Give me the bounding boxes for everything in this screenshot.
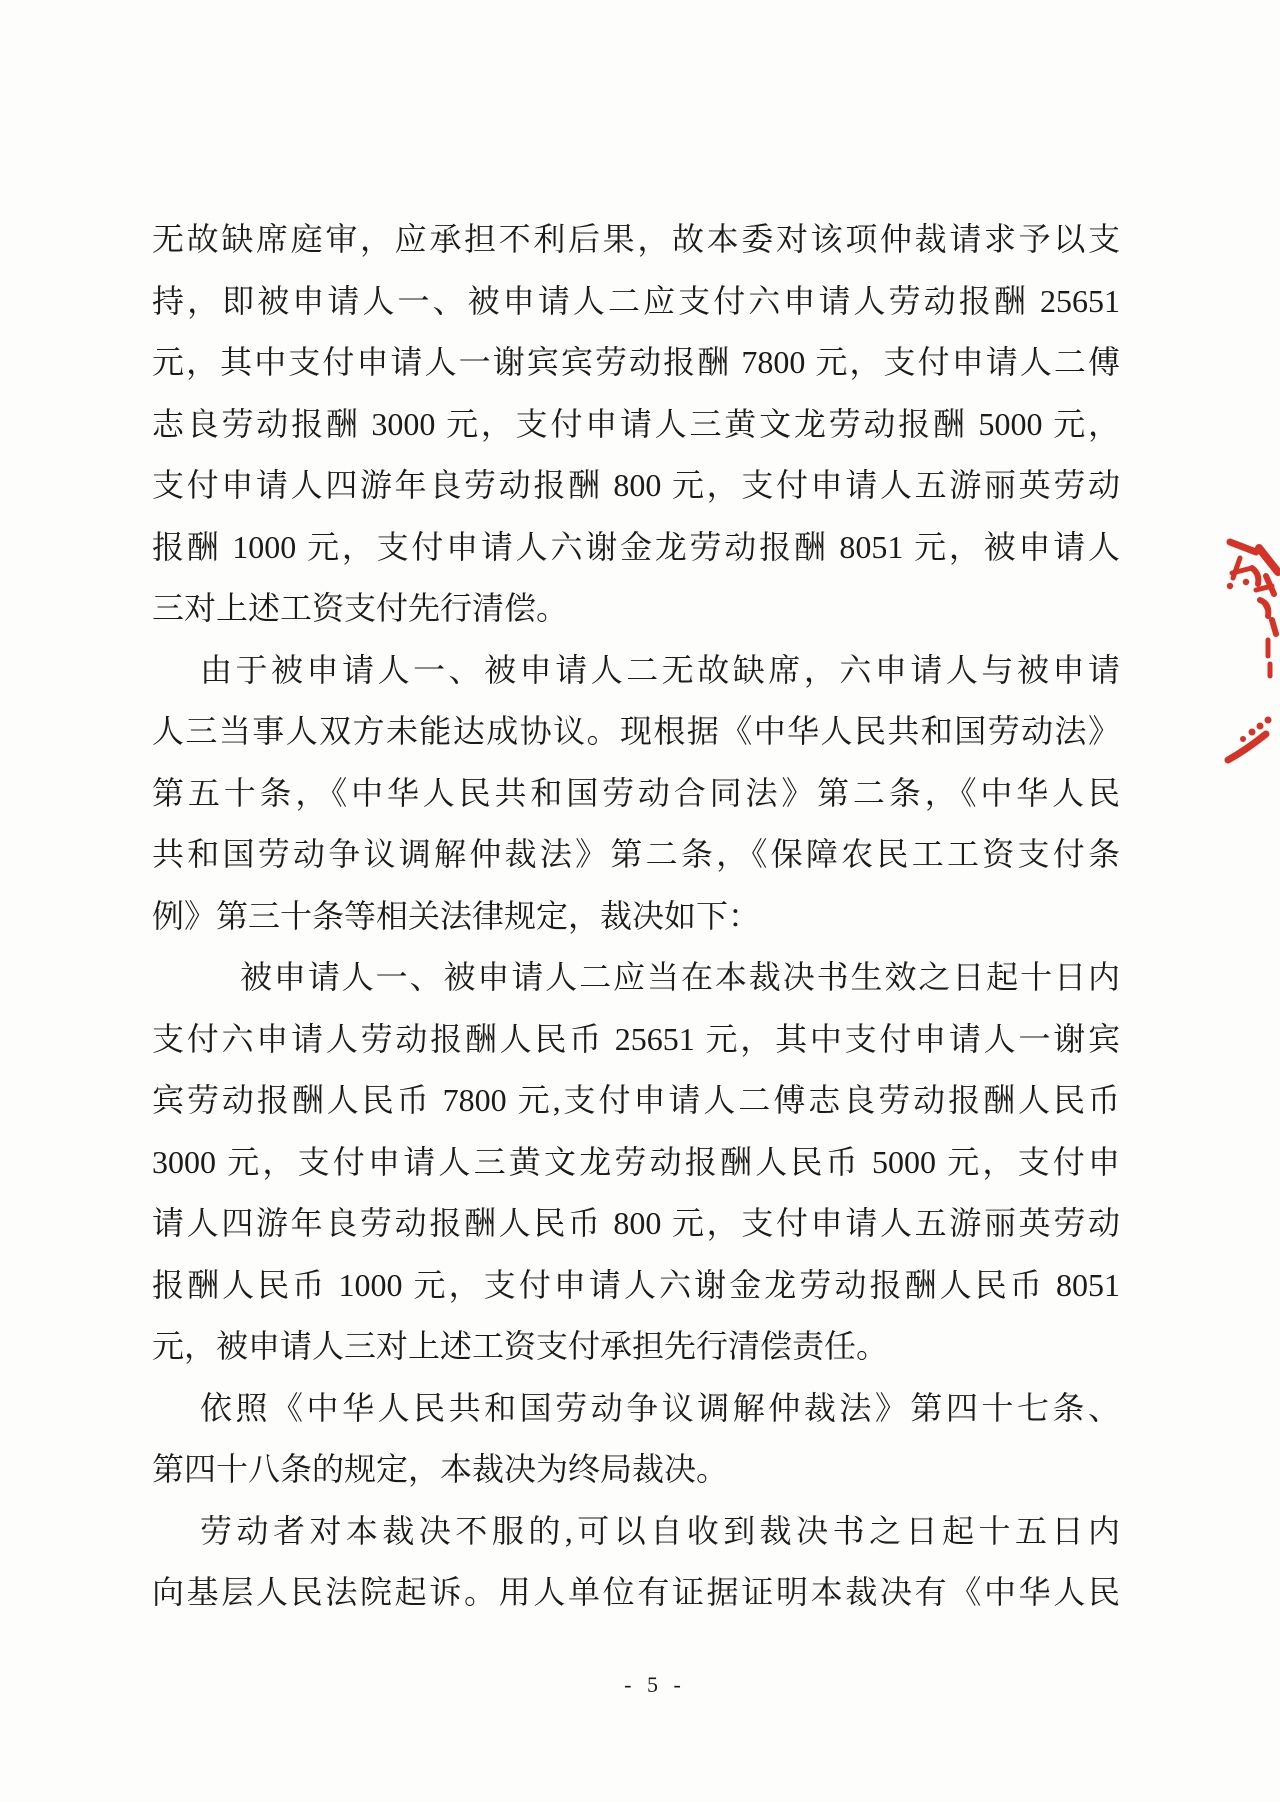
document-line: 三对上述工资支付先行清偿。 <box>152 590 569 626</box>
document-line: 元，其中支付申请人一谢宾宾劳动报酬 7800 元，支付申请人二傅 <box>152 344 1120 380</box>
document-line: 依照《中华人民共和国劳动争议调解仲裁法》第四十七条、 <box>200 1389 1120 1426</box>
document-line: 元，被申请人三对上述工资支付承担先行清偿责任。 <box>152 1328 889 1364</box>
page-number: - 5 - <box>624 1672 686 1697</box>
document-line: 志良劳动报酬 3000 元，支付申请人三黄文龙劳动报酬 5000 元， <box>152 405 1120 442</box>
document-body <box>152 209 1120 1624</box>
document-line: 请人四游年良劳动报酬人民币 800 元，支付申请人五游丽英劳动 <box>152 1205 1120 1241</box>
document-line: 宾劳动报酬人民币 7800 元,支付申请人二傅志良劳动报酬人民币 <box>152 1082 1120 1118</box>
document-line: 由于被申请人一、被申请人二无故缺席，六申请人与被申请 <box>200 651 1120 688</box>
document-line: 例》第三十条等相关法律规定，裁决如下： <box>152 897 761 934</box>
document-line: 劳动者对本裁决不服的,可以自收到裁决书之日起十五日内 <box>200 1512 1120 1549</box>
document-line: 报酬 1000 元，支付申请人六谢金龙劳动报酬 8051 元，被申请人 <box>152 528 1120 565</box>
document-line: 共和国劳动争议调解仲裁法》第二条，《保障农民工工资支付条 <box>152 836 1120 872</box>
document-line: 支付六申请人劳动报酬人民币 25651 元，其中支付申请人一谢宾 <box>152 1020 1120 1057</box>
document-line: 第四十八条的规定，本裁决为终局裁决。 <box>152 1451 729 1487</box>
document-line: 被申请人一、被申请人二应当在本裁决书生效之日起十日内 <box>240 959 1120 995</box>
document-line: 向基层人民法院起诉。用人单位有证据证明本裁决有《中华人民 <box>152 1574 1120 1610</box>
document-line: 3000 元，支付申请人三黄文龙劳动报酬人民币 5000 元，支付申 <box>152 1143 1120 1180</box>
document-line: 报酬人民币 1000 元，支付申请人六谢金龙劳动报酬人民币 8051 <box>152 1266 1120 1303</box>
red-seal-fragment-icon <box>1222 528 1280 778</box>
document-line: 支付申请人四游年良劳动报酬 800 元，支付申请人五游丽英劳动 <box>152 467 1120 503</box>
document-line: 第五十条，《中华人民共和国劳动合同法》第二条，《中华人民 <box>152 774 1120 811</box>
document-line: 无故缺席庭审，应承担不利后果，故本委对该项仲裁请求予以支 <box>152 221 1120 257</box>
document-line: 人三当事人双方未能达成协议。现根据《中华人民共和国劳动法》 <box>152 713 1120 749</box>
document-line: 持，即被申请人一、被申请人二应支付六申请人劳动报酬 25651 <box>152 282 1120 319</box>
